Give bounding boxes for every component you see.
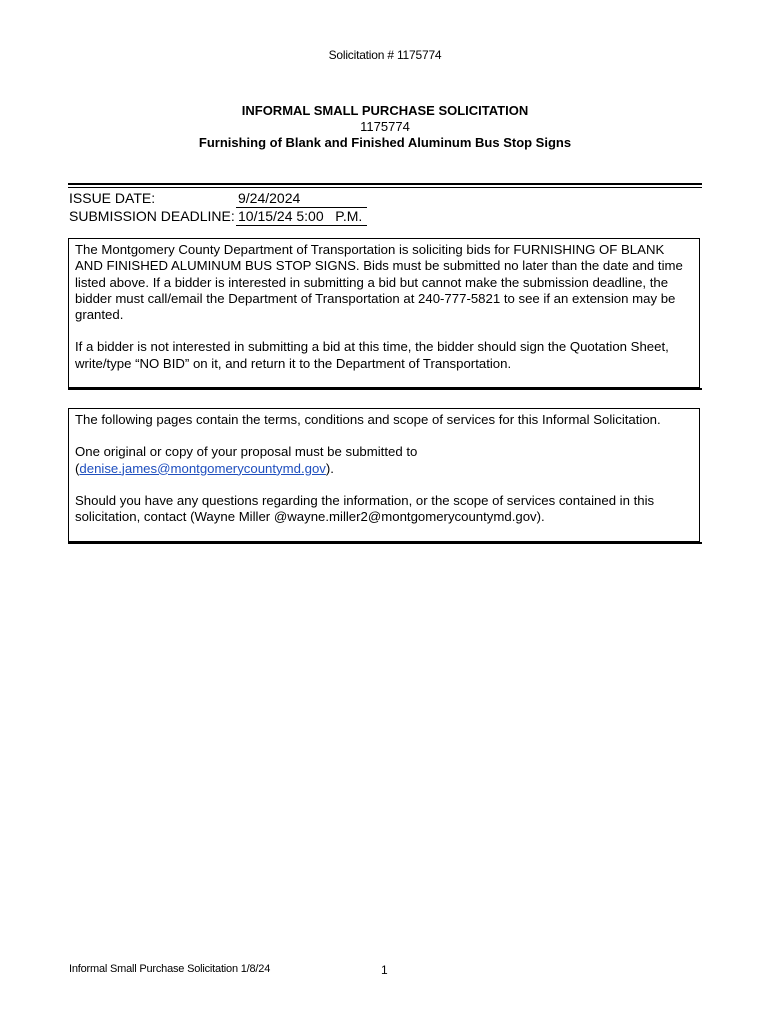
solicitation-number: 1175774 [360, 119, 410, 134]
title-block [0, 103, 770, 151]
document-title: INFORMAL SMALL PURCHASE SOLICITATION [241, 103, 529, 118]
close-paren: ). [325, 460, 334, 476]
page-header-solicitation-number: Solicitation # 1175774 [328, 48, 442, 62]
notice-paragraph-1: The Montgomery County Department of Transportation is soliciting bids for FURNISHING OF BLANK AND FINISHED ALUMINUM BUS STOP SIGNS. Bids must be submitted no later than the date and time listed above. If a bidder is interested in submitting a bid but cannot make the submission deadline, the bidder must call/email the Department of Transportation at 240-777-5821 to see if an extension may be granted. [75, 242, 683, 323]
issue-date-row [69, 189, 301, 207]
submission-deadline-row [69, 207, 363, 225]
instructions-box-bottom-rule [68, 542, 702, 544]
submission-email-link[interactable]: denise.james@montgomerycountymd.gov [79, 460, 326, 476]
submission-deadline-value: 10/15/24 5:00 P.M. [236, 207, 367, 226]
issue-date-label: ISSUE DATE: [69, 190, 156, 206]
instructions-paragraph-3: Should you have any questions regarding the information, or the scope of services contained in this solicitation, contact (Wayne Miller @wayne.miller2@montgomerycountymd.gov). [75, 492, 655, 525]
solicitation-notice-box [68, 238, 700, 388]
notice-box-bottom-rule [68, 388, 702, 390]
footer-page-number: 1 [381, 963, 388, 977]
instructions-paragraph-2 [75, 444, 693, 477]
top-divider [68, 183, 702, 188]
footer-document-name: Informal Small Purchase Solicitation 1/8/24 [69, 963, 271, 975]
instructions-box [68, 408, 700, 542]
open-paren: ( [75, 460, 80, 476]
submission-deadline-label: SUBMISSION DEADLINE: [69, 208, 235, 224]
issue-date-value: 9/24/2024 [236, 189, 367, 208]
document-subtitle: Furnishing of Blank and Finished Aluminum Bus Stop Signs [198, 135, 572, 150]
submission-instruction-text: One original or copy of your proposal must be submitted to [75, 444, 418, 460]
instructions-paragraph-1: The following pages contain the terms, conditions and scope of services for this Informal Solicitation. [75, 412, 661, 427]
notice-paragraph-2: If a bidder is not interested in submitting a bid at this time, the bidder should sign the Quotation Sheet, write/type “NO BID” on it, and return it to the Department of Transportation. [75, 339, 669, 371]
